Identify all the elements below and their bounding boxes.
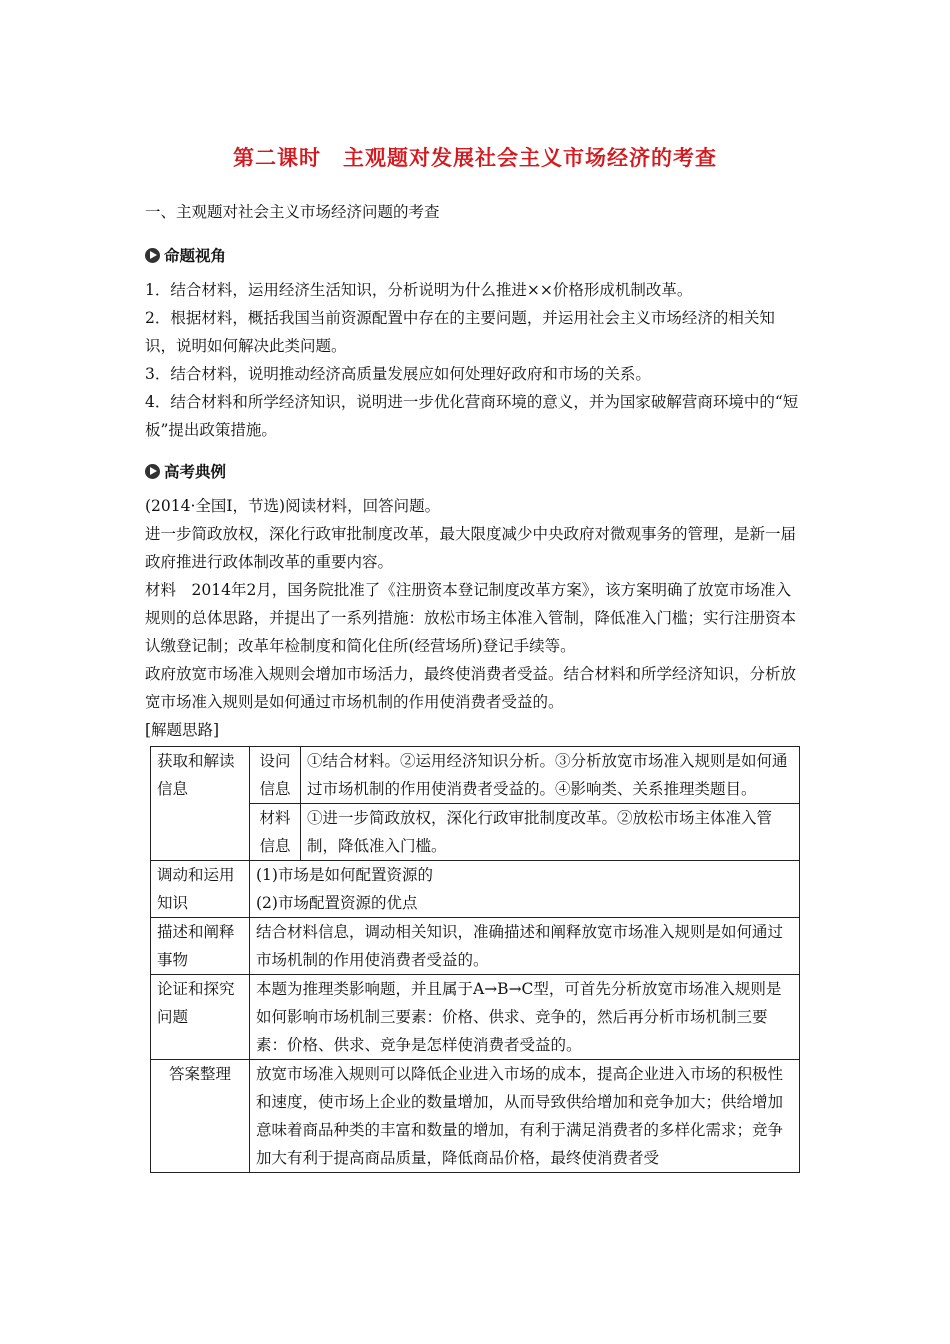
subsection-label: 命题视角 <box>164 247 227 265</box>
play-circle-icon <box>145 464 160 479</box>
row-label: 描述和阐释事物 <box>151 918 250 975</box>
row-label: 调动和运用知识 <box>151 861 250 918</box>
example-intro: 进一步简政放权，深化行政审批制度改革，最大限度减少中央政府对微观事务的管理，是新一届政府推进行政体制改革的重要内容。 <box>145 525 797 571</box>
list-item: 3．结合材料，说明推动经济高质量发展应如何处理好政府和市场的关系。 <box>145 365 651 383</box>
table-row <box>151 975 800 1060</box>
list-item: 1．结合材料，运用经济生活知识，分析说明为什么推进××价格形成机制改革。 <box>145 281 693 299</box>
solution-label: [解题思路] <box>145 721 220 739</box>
perspective-list <box>145 276 805 444</box>
subsection-label: 高考典例 <box>164 463 227 481</box>
example-text <box>145 492 805 744</box>
sub-label: 设问信息 <box>250 747 301 804</box>
section-heading: 一、主观题对社会主义市场经济问题的考查 <box>145 203 440 221</box>
cell-content: ①进一步简政放权，深化行政审批制度改革。②放松市场主体准入管制，降低准入门槛。 <box>301 804 800 861</box>
subsection-heading-examples <box>145 460 226 482</box>
knowledge-line: (2)市场配置资源的优点 <box>256 894 418 912</box>
table-row <box>151 1060 800 1173</box>
list-item: 2．根据材料，概括我国当前资源配置中存在的主要问题，并运用社会主义市场经济的相关知识，说明如何解决此类问题。 <box>145 309 775 355</box>
example-source: (2014·全国Ⅰ，节选)阅读材料，回答问题。 <box>145 497 441 515</box>
sub-label: 材料信息 <box>250 804 301 861</box>
cell-content: 放宽市场准入规则可以降低企业进入市场的成本，提高企业进入市场的积极性和速度，使市场上企业的数量增加，从而导致供给增加和竞争加大；供给增加意味着商品种类的丰富和数量的增加，有利于满足消费者的多样化需求；竞争加大有利于提高商品质量，降低商品价格，最终使消费者受 <box>250 1060 800 1173</box>
cell-content: ①结合材料。②运用经济知识分析。③分析放宽市场准入规则是如何通过市场机制的作用使消费者受益的。④影响类、关系推理类题目。 <box>301 747 800 804</box>
subsection-heading-perspective <box>145 244 226 266</box>
example-material: 材料 2014年2月，国务院批准了《注册资本登记制度改革方案》，该方案明确了放宽市场准入规则的总体思路，并提出了一系列措施：放松市场主体准入管制，降低准入门槛；实行注册资本认缴登记制；改革年检制度和简化住所(经营场所)登记手续等。 <box>145 581 797 655</box>
cell-content <box>250 861 800 918</box>
table-row <box>151 747 800 804</box>
play-circle-icon <box>145 248 160 263</box>
solution-table <box>150 746 800 1173</box>
cell-content: 结合材料信息，调动相关知识，准确描述和阐释放宽市场准入规则是如何通过市场机制的作用使消费者受益的。 <box>250 918 800 975</box>
table-row <box>151 861 800 918</box>
page-title: 第二课时 主观题对发展社会主义市场经济的考查 <box>233 146 717 170</box>
knowledge-line: (1)市场是如何配置资源的 <box>256 866 433 884</box>
cell-content: 本题为推理类影响题，并且属于A→B→C型，可首先分析放宽市场准入规则是如何影响市场机制三要素：价格、供求、竞争的，然后再分析市场机制三要素：价格、供求、竞争是怎样使消费者受益的。 <box>250 975 800 1060</box>
row-label: 论证和探究问题 <box>151 975 250 1060</box>
list-item: 4．结合材料和所学经济知识，说明进一步优化营商环境的意义，并为国家破解营商环境中的“短板”提出政策措施。 <box>145 393 799 439</box>
table-row <box>151 918 800 975</box>
example-question: 政府放宽市场准入规则会增加市场活力，最终使消费者受益。结合材料和所学经济知识，分析放宽市场准入规则是如何通过市场机制的作用使消费者受益的。 <box>145 665 797 711</box>
row-label: 获取和解读信息 <box>151 747 250 861</box>
row-label: 答案整理 <box>151 1060 250 1173</box>
